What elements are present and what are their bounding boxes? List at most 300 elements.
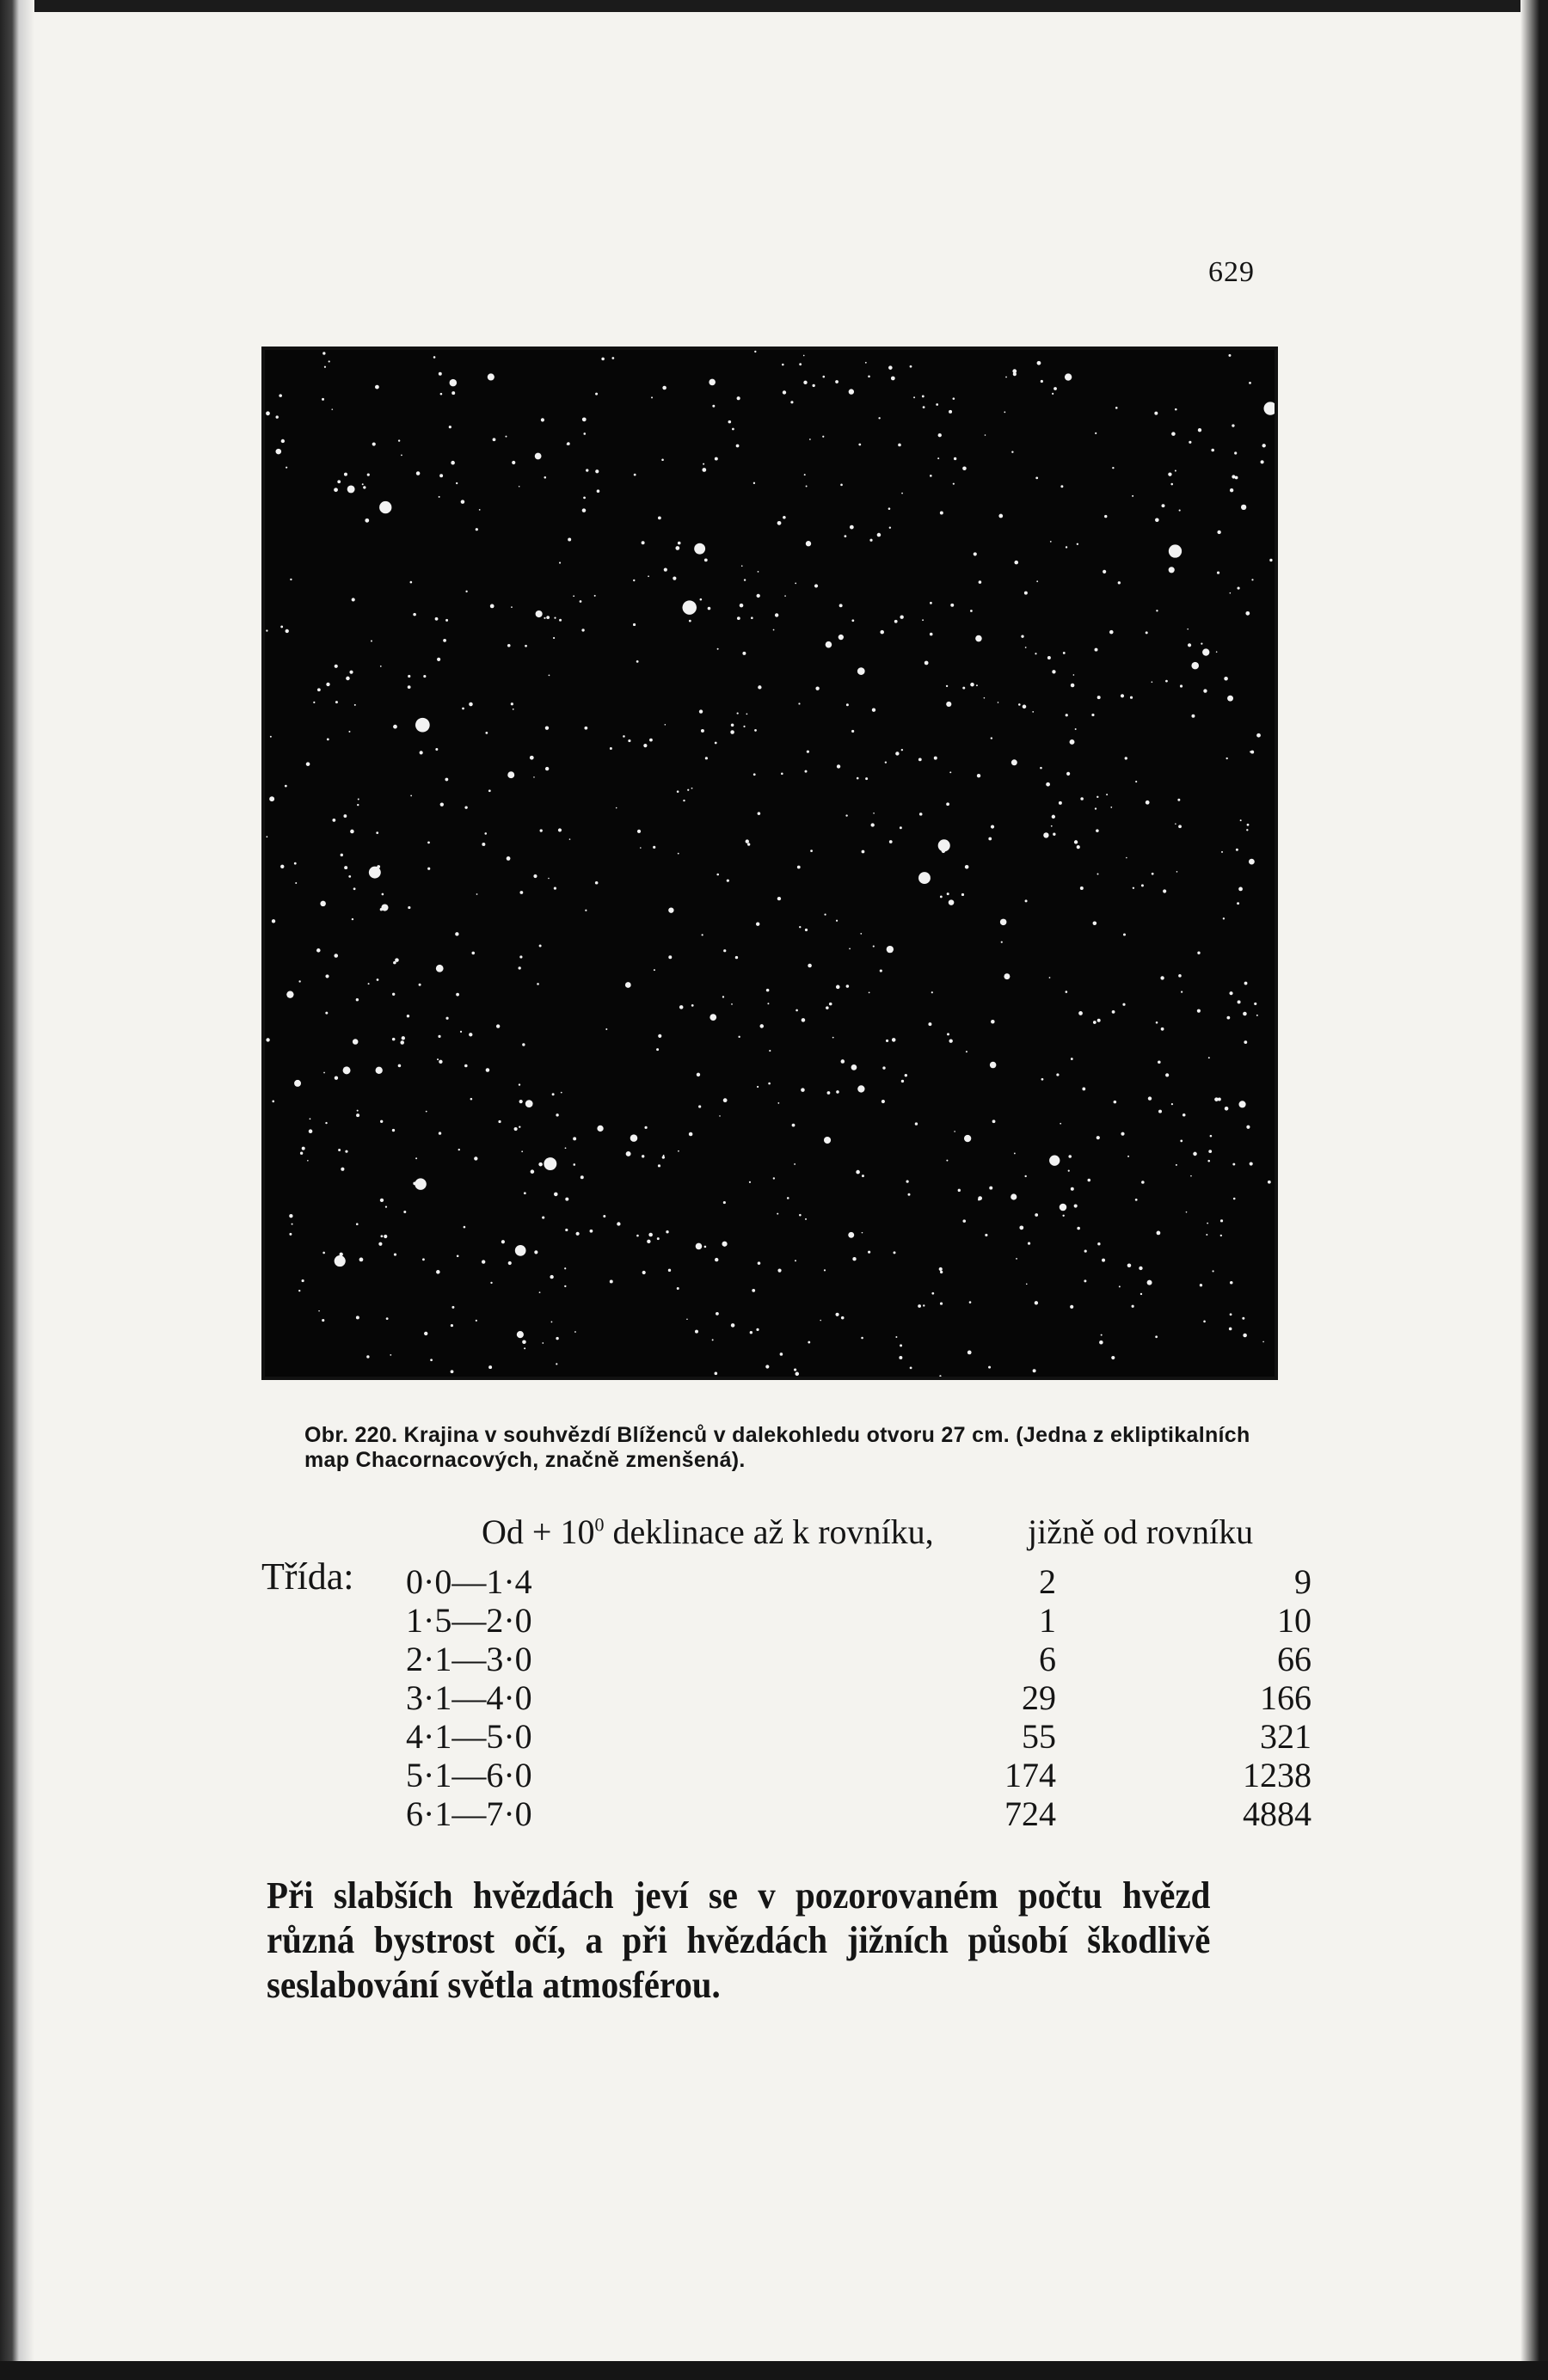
- star-dot: [640, 847, 642, 849]
- star-dot: [723, 1201, 726, 1204]
- star-dot: [807, 751, 809, 753]
- star-dot: [1024, 592, 1028, 595]
- star-dot: [493, 438, 496, 441]
- star-dot: [471, 952, 475, 955]
- star-dot: [643, 744, 647, 747]
- star-dot: [552, 1093, 555, 1095]
- star-dot: [759, 1024, 764, 1028]
- star-dot: [930, 602, 932, 604]
- star-dot: [488, 789, 491, 792]
- star-dot: [773, 1177, 775, 1179]
- star-dot: [594, 595, 596, 597]
- star-dot: [656, 1048, 659, 1051]
- header-prefix: Od: [482, 1512, 524, 1551]
- star-dot: [1074, 840, 1078, 843]
- star-dot: [1230, 488, 1233, 492]
- star-dot: [678, 542, 681, 545]
- star-dot: [1111, 1356, 1115, 1359]
- star-dot: [1141, 884, 1144, 886]
- star-dot: [1024, 1175, 1026, 1177]
- star-dot: [363, 486, 366, 488]
- star-dot: [678, 1150, 679, 1152]
- star-dot: [574, 1331, 576, 1333]
- star-dot: [949, 899, 955, 905]
- star-dot: [286, 467, 287, 469]
- star-dot: [445, 1017, 448, 1020]
- star-dot: [338, 1149, 341, 1151]
- star-dot: [795, 1260, 796, 1261]
- star-dot: [601, 358, 605, 361]
- star-dot: [1232, 475, 1235, 478]
- star-dot: [408, 675, 410, 678]
- star-dot: [642, 541, 645, 544]
- star-dot: [1180, 684, 1182, 687]
- star-dot: [1232, 424, 1234, 426]
- star-dot: [746, 713, 747, 715]
- star-field-photo-icon: [265, 350, 1275, 1377]
- star-dot: [1178, 825, 1182, 828]
- star-dot: [327, 738, 329, 740]
- star-dot: [630, 1134, 638, 1142]
- star-dot: [488, 1365, 492, 1369]
- star-dot: [822, 376, 825, 378]
- star-dot: [799, 1214, 802, 1217]
- star-dot: [548, 878, 550, 880]
- star-dot: [498, 1120, 501, 1123]
- star-dot: [946, 802, 949, 806]
- star-dot: [1112, 1010, 1115, 1014]
- star-dot: [410, 581, 413, 584]
- class-range-cell: 0·0—1·4: [406, 1562, 532, 1601]
- star-dot: [1078, 1011, 1083, 1015]
- star-dot: [901, 1080, 904, 1083]
- star-dot: [940, 1302, 943, 1304]
- star-dot: [1056, 1073, 1059, 1076]
- star-dot: [892, 1038, 896, 1042]
- star-dot: [710, 1014, 716, 1021]
- star-dot: [878, 417, 880, 419]
- star-dot: [1054, 387, 1057, 390]
- star-dot: [1060, 1123, 1061, 1125]
- star-dot: [542, 1216, 544, 1218]
- star-dot: [824, 1269, 826, 1271]
- star-dot: [1236, 849, 1238, 851]
- star-dot: [678, 853, 679, 855]
- star-dot: [1033, 1369, 1036, 1372]
- star-dot: [803, 381, 807, 384]
- star-dot: [539, 944, 542, 947]
- star-dot: [559, 561, 561, 563]
- star-dot: [376, 1067, 383, 1074]
- star-dot: [753, 773, 756, 776]
- star-dot: [962, 1219, 966, 1223]
- star-dot: [766, 989, 770, 992]
- body-paragraph: Při slabších hvězdách jeví se v pozorovaném počtu hvězd různá bystrost očí, a při hvězdách jižních působí škodlivě seslabování světla atmosférou.: [267, 1874, 1211, 2006]
- star-dot: [1011, 451, 1013, 453]
- star-dot: [436, 965, 444, 972]
- star-dot: [756, 923, 759, 926]
- star-dot: [1121, 694, 1124, 697]
- star-dot: [1206, 1234, 1207, 1236]
- star-dot: [519, 486, 520, 488]
- star-dot: [569, 838, 571, 840]
- star-dot: [918, 872, 931, 884]
- star-dot: [302, 1279, 304, 1282]
- star-dot: [568, 538, 571, 542]
- star-dot: [1171, 1103, 1173, 1105]
- star-dot: [605, 1028, 607, 1030]
- star-dot: [1049, 977, 1051, 978]
- star-dot: [1161, 1027, 1164, 1031]
- star-dot: [731, 1323, 735, 1328]
- star-dot: [717, 648, 719, 650]
- star-dot: [392, 993, 395, 996]
- star-dot: [648, 1233, 653, 1237]
- star-dot: [845, 814, 847, 816]
- star-dot: [648, 575, 649, 577]
- star-dot: [922, 396, 924, 398]
- star-dot: [392, 1038, 396, 1041]
- star-dot: [292, 1224, 293, 1225]
- star-dot: [784, 595, 786, 597]
- star-dot: [1135, 1199, 1138, 1201]
- star-dot: [539, 1291, 541, 1293]
- star-dot: [835, 380, 838, 383]
- star-dot: [1037, 361, 1041, 365]
- star-dot: [534, 1250, 538, 1254]
- star-dot: [824, 1137, 831, 1144]
- star-dot: [946, 1160, 948, 1162]
- star-dot: [634, 474, 636, 476]
- star-dot: [889, 840, 893, 843]
- star-dot: [1080, 797, 1084, 800]
- star-dot: [758, 571, 759, 573]
- star-dot: [850, 525, 854, 530]
- star-dot: [949, 1040, 952, 1043]
- star-dot: [313, 702, 315, 703]
- star-dot: [545, 767, 549, 770]
- star-dot: [359, 1258, 364, 1262]
- south-count-cell: 166: [1260, 1678, 1312, 1717]
- star-dot: [637, 830, 641, 833]
- star-dot: [887, 946, 894, 953]
- star-dot: [975, 635, 982, 642]
- star-dot: [565, 1229, 568, 1231]
- star-dot: [970, 683, 974, 687]
- star-dot: [1244, 1040, 1247, 1044]
- star-dot: [394, 1253, 396, 1255]
- star-dot: [756, 1328, 759, 1331]
- star-dot: [343, 1066, 351, 1074]
- star-dot: [1010, 1193, 1017, 1199]
- star-dot: [1154, 412, 1158, 415]
- star-dot: [366, 1355, 369, 1358]
- star-dot: [377, 865, 380, 868]
- star-dot: [464, 806, 467, 808]
- star-dot: [891, 377, 895, 381]
- star-dot: [365, 518, 369, 523]
- star-dot: [1084, 1279, 1086, 1282]
- star-dot: [901, 493, 903, 494]
- star-dot: [573, 595, 574, 597]
- star-dot: [1269, 559, 1272, 561]
- star-dot: [449, 426, 452, 428]
- star-dot: [928, 1022, 931, 1026]
- star-dot: [490, 1282, 492, 1284]
- star-dot: [1121, 1132, 1124, 1136]
- star-dot: [1103, 570, 1106, 574]
- star-dot: [1262, 444, 1265, 447]
- header-mid: deklinace až k rovníku,: [612, 1512, 934, 1551]
- page-edge-right: [1520, 0, 1548, 2380]
- table-row: [258, 1561, 1312, 1601]
- star-dot: [380, 908, 383, 911]
- star-dot: [712, 1339, 714, 1340]
- star-dot: [580, 600, 582, 603]
- star-dot: [1220, 1235, 1222, 1236]
- star-dot: [1093, 921, 1097, 925]
- star-dot: [586, 469, 588, 471]
- star-dot: [597, 489, 600, 493]
- star-dot: [989, 1187, 992, 1190]
- star-dot: [410, 795, 412, 797]
- star-dot: [796, 1009, 798, 1012]
- star-dot: [1238, 1101, 1245, 1107]
- header-right: jižně od rovníku: [1028, 1512, 1254, 1551]
- star-dot: [751, 616, 753, 619]
- star-dot: [1016, 1258, 1017, 1260]
- star-dot: [266, 1038, 269, 1041]
- star-dot: [805, 1218, 807, 1220]
- star-dot: [712, 405, 715, 408]
- star-dot: [700, 598, 703, 601]
- star-dot: [715, 1258, 718, 1261]
- star-dot: [777, 1213, 778, 1215]
- star-dot: [323, 1072, 325, 1074]
- star-dot: [658, 1164, 660, 1167]
- star-dot: [519, 1083, 520, 1085]
- star-dot: [703, 463, 704, 465]
- star-dot: [910, 365, 912, 368]
- star-dot: [780, 1353, 783, 1356]
- star-dot: [750, 1331, 752, 1334]
- star-dot: [1268, 1181, 1271, 1184]
- page-number: 629: [1208, 256, 1255, 288]
- star-dot: [974, 552, 977, 555]
- star-dot: [1028, 1242, 1030, 1245]
- star-dot: [736, 445, 740, 448]
- star-dot: [298, 1290, 300, 1291]
- star-dot: [341, 854, 343, 856]
- star-dot: [1234, 451, 1237, 454]
- star-dot: [1132, 1305, 1134, 1308]
- star-dot: [836, 985, 840, 990]
- star-dot: [335, 1255, 346, 1267]
- star-dot: [737, 616, 740, 620]
- table-row: [258, 1755, 1312, 1794]
- star-dot: [1146, 800, 1150, 805]
- star-dot: [353, 1039, 359, 1045]
- star-dot: [384, 906, 386, 909]
- star-dot: [1163, 889, 1166, 892]
- star-dot: [335, 1077, 338, 1080]
- star-dot: [1013, 372, 1017, 376]
- star-dot: [1160, 976, 1164, 979]
- star-dot: [424, 1332, 427, 1335]
- star-dot: [905, 1074, 907, 1077]
- star-dot: [469, 702, 473, 707]
- star-dot: [616, 807, 617, 809]
- star-dot: [868, 1251, 870, 1254]
- star-dot: [1066, 991, 1068, 993]
- star-dot: [354, 704, 356, 706]
- star-dot: [856, 1170, 860, 1175]
- star-dot: [882, 1100, 885, 1103]
- star-dot: [1053, 833, 1055, 836]
- star-dot: [511, 702, 513, 705]
- star-dot: [730, 730, 734, 734]
- star-dot: [682, 600, 696, 614]
- star-dot: [931, 991, 933, 993]
- star-dot: [415, 718, 430, 733]
- star-dot: [1095, 432, 1096, 434]
- star-dot: [266, 629, 267, 631]
- star-dot: [384, 1235, 387, 1238]
- star-dot: [554, 617, 556, 619]
- north-count-cell: 174: [1004, 1756, 1056, 1794]
- star-dot: [341, 1168, 344, 1171]
- star-dot: [738, 1036, 740, 1038]
- star-dot: [1127, 1156, 1129, 1157]
- star-dot: [583, 496, 586, 499]
- star-dot: [677, 1287, 679, 1290]
- star-dot: [1197, 952, 1200, 954]
- star-dot: [870, 823, 874, 826]
- star-dot: [1074, 1204, 1078, 1207]
- star-dot: [352, 598, 355, 601]
- star-dot: [815, 686, 819, 690]
- star-dot: [1066, 714, 1068, 716]
- star-dot: [515, 1245, 526, 1256]
- star-dot: [289, 1214, 292, 1218]
- star-dot: [1187, 629, 1189, 630]
- star-dot: [623, 735, 625, 738]
- star-dot: [1181, 991, 1182, 993]
- star-dot: [1106, 794, 1108, 795]
- star-dot: [625, 982, 631, 988]
- star-dot: [501, 1240, 505, 1243]
- star-dot: [868, 376, 870, 378]
- star-dot: [1203, 689, 1207, 692]
- star-dot: [554, 887, 556, 890]
- star-dot: [1102, 1259, 1105, 1262]
- star-dot: [317, 688, 321, 691]
- star-dot: [1035, 1301, 1038, 1304]
- star-dot: [1170, 483, 1173, 486]
- star-dot: [1250, 751, 1251, 752]
- star-dot: [812, 384, 814, 387]
- star-dot: [378, 1242, 382, 1246]
- star-dot: [530, 756, 534, 760]
- star-dot: [576, 1232, 580, 1236]
- star-dot: [851, 1064, 857, 1070]
- star-dot: [768, 1083, 771, 1085]
- star-dot: [486, 1068, 490, 1072]
- star-dot: [1025, 899, 1028, 902]
- star-dot: [702, 468, 706, 472]
- star-dot: [535, 453, 542, 460]
- star-dot: [937, 457, 939, 459]
- figure-caption: Obr. 220. Krajina v souhvězdí Blíženců v dalekohledu otvoru 27 cm. (Jedna z ekliptikalních map Chacornacových, značně zmenšená).: [304, 1423, 1250, 1472]
- star-dot: [427, 868, 430, 870]
- star-dot: [798, 702, 800, 704]
- star-dot: [1178, 974, 1182, 978]
- star-dot: [732, 428, 734, 431]
- header-degree-sup: 0: [594, 1513, 605, 1536]
- star-dot: [1130, 696, 1133, 699]
- star-dot: [1224, 677, 1228, 681]
- star-dot: [335, 701, 338, 703]
- star-dot: [988, 1366, 991, 1369]
- class-range-cell: 1·5—2·0: [406, 1601, 532, 1640]
- star-dot: [888, 507, 891, 510]
- star-dot: [482, 843, 485, 846]
- star-dot: [511, 606, 513, 608]
- table-row: [258, 1639, 1312, 1678]
- star-dot: [1208, 1057, 1210, 1058]
- star-dot: [1071, 1187, 1074, 1191]
- star-dot: [1133, 887, 1134, 889]
- star-dot: [440, 393, 443, 396]
- class-range-cell: 2·1—3·0: [406, 1640, 532, 1678]
- star-dot: [966, 1051, 968, 1052]
- star-dot: [1087, 1179, 1090, 1182]
- star-dot: [900, 616, 903, 619]
- star-dot: [551, 1322, 553, 1323]
- star-dot: [1109, 630, 1114, 635]
- star-dot: [845, 535, 847, 537]
- star-dot: [880, 969, 882, 972]
- star-dot: [380, 666, 382, 667]
- star-dot: [826, 641, 832, 648]
- star-dot: [662, 1156, 665, 1158]
- star-dot: [1232, 1163, 1235, 1166]
- star-dot: [758, 685, 761, 689]
- star-dot: [1068, 1170, 1070, 1172]
- star-dot: [517, 1331, 524, 1338]
- class-range-cell: 6·1—7·0: [406, 1794, 532, 1833]
- star-dot: [782, 364, 784, 366]
- star-dot: [485, 732, 488, 734]
- star-dot: [290, 579, 292, 580]
- star-dot: [742, 652, 746, 655]
- star-dot: [1186, 1211, 1188, 1213]
- table-row: [258, 1716, 1312, 1756]
- star-dot: [722, 996, 724, 997]
- star-dot: [544, 476, 546, 479]
- star-dot: [744, 579, 746, 580]
- star-dot: [582, 417, 587, 421]
- star-dot: [715, 742, 717, 745]
- star-dot: [1202, 648, 1209, 655]
- page-edge-top: [0, 0, 1548, 12]
- star-dot: [537, 983, 539, 985]
- star-dot: [445, 619, 448, 622]
- star-dot: [1075, 728, 1077, 730]
- star-dot: [1097, 696, 1101, 699]
- star-dot: [723, 949, 726, 952]
- star-dot: [437, 658, 440, 661]
